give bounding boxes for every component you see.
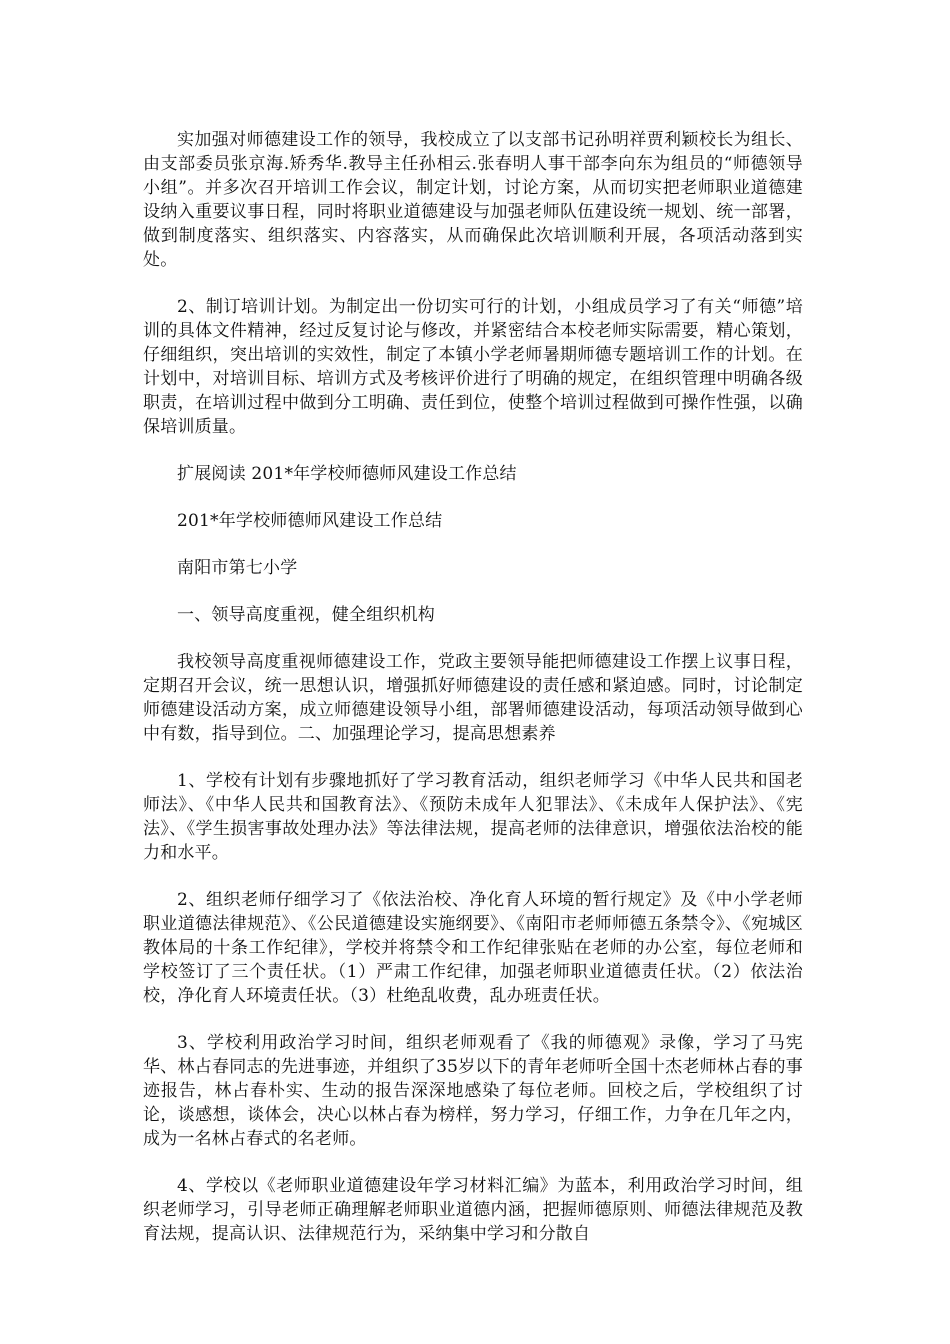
paragraph-leadership-attention: 我校领导高度重视师德建设工作，党政主要领导能把师德建设工作摆上议事日程，定期召开会议，统一思想认识，增强抓好师德建设的责任感和紧迫感。同时，讨论制定师德建设活动方案，成立师德建设领导小组，部署师德建设活动，每项活动领导做到心中有数，指导到位。二、加强理论学习，提高思想素养 [143, 652, 803, 744]
section-heading-1: 一、领导高度重视，健全组织机构 [177, 605, 435, 625]
school-name: 南阳市第七小学 [177, 558, 298, 578]
summary-title: 201*年学校师德师风建设工作总结 [177, 511, 443, 531]
extended-reading-heading: 扩展阅读 201*年学校师德师风建设工作总结 [177, 464, 517, 484]
paragraph-item-2: 2、组织老师仔细学习了《依法治校、净化育人环境的暂行规定》及《中小学老师职业道德法律规范》、《公民道德建设实施纲要》、《南阳市老师师德五条禁令》、《宛城区教体局的十条工作纪律》，学校并将禁令和工作纪律张贴在老师的办公室，每位老师和学校签订了三个责任状。（1）严肃工作纪律，加强老师职业道德责任状。（2）依法治校，净化育人环境责任状。（3）杜绝乱收费，乱办班责任状。 [143, 890, 803, 1006]
paragraph-leadership: 实加强对师德建设工作的领导，我校成立了以支部书记孙明祥贾利颖校长为组长、由支部委员张京海.矫秀华.教导主任孙相云.张春明人事干部李向东为组员的“师德领导小组”。并多次召开培训工作会议，制定计划，讨论方案，从而切实把老师职业道德建设纳入重要议事日程，同时将职业道德建设与加强老师队伍建设统一规划、统一部署，做到制度落实、组织落实、内容落实，从而确保此次培训顺利开展，各项活动落到实处。 [143, 130, 803, 270]
paragraph-item-4: 4、学校以《老师职业道德建设年学习材料汇编》为蓝本，利用政治学习时间，组织老师学习，引导老师正确理解老师职业道德内涵，把握师德原则、师德法律规范及教育法规，提高认识、法律规范行为，采纳集中学习和分散自 [143, 1176, 803, 1244]
paragraph-item-1: 1、学校有计划有步骤地抓好了学习教育活动，组织老师学习《中华人民共和国老师法》、《中华人民共和国教育法》、《预防未成年人犯罪法》、《未成年人保护法》、《宪法》、《学生损害事故处理办法》等法律法规，提高老师的法律意识，增强依法治校的能力和水平。 [143, 771, 803, 863]
paragraph-training-plan: 2、制订培训计划。为制定出一份切实可行的计划，小组成员学习了有关“师德”培训的具体文件精神，经过反复讨论与修改，并紧密结合本校老师实际需要，精心策划，仔细组织，突出培训的实效性，制定了本镇小学老师暑期师德专题培训工作的计划。在计划中，对培训目标、培训方式及考核评价进行了明确的规定，在组织管理中明确各级职责，在培训过程中做到分工明确、责任到位，使整个培训过程做到可操作性强，以确保培训质量。 [143, 297, 803, 437]
paragraph-item-3: 3、学校利用政治学习时间，组织老师观看了《我的师德观》录像，学习了马宪华、林占春同志的先进事迹，并组织了35岁以下的青年老师听全国十杰老师林占春的事迹报告，林占春朴实、生动的报告深深地感染了每位老师。回校之后，学校组织了讨论，谈感想，谈体会，决心以林占春为榜样，努力学习，仔细工作，力争在几年之内，成为一名林占春式的名老师。 [143, 1033, 803, 1149]
document-body [143, 128, 803, 1269]
